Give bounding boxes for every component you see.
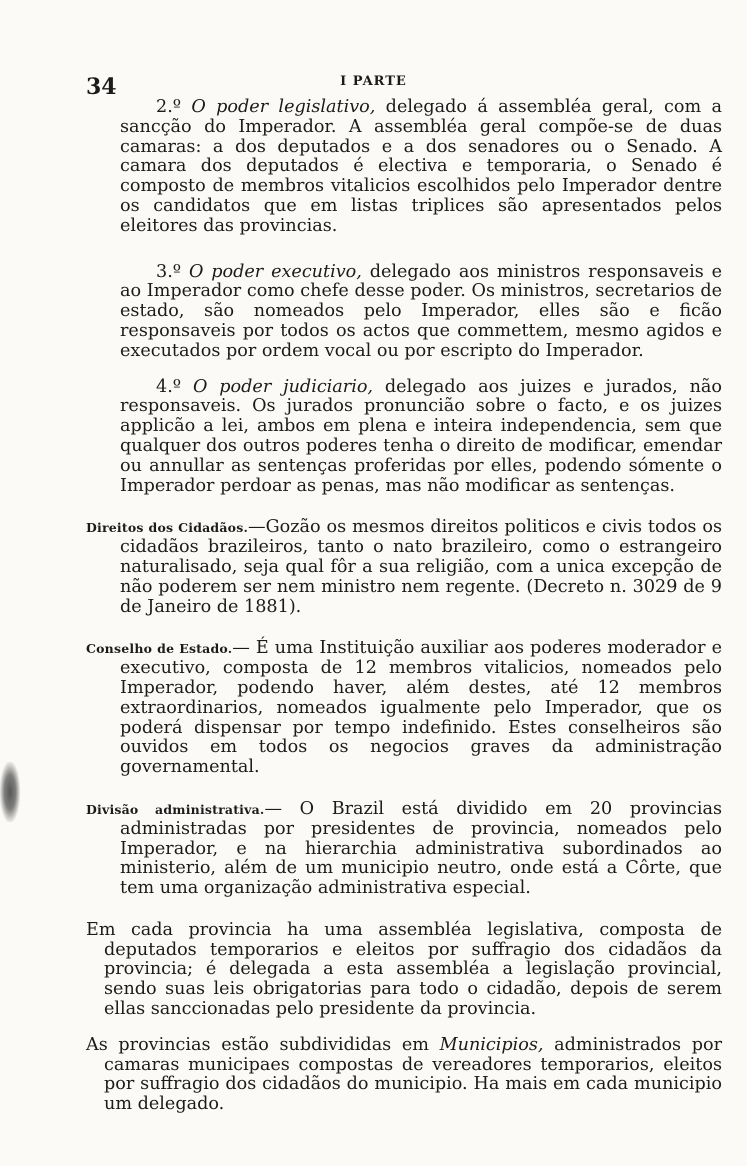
item-title: O poder judiciario, [192, 376, 374, 397]
section-text: Gozão os mesmos direitos politicos e civis todos os cidadãos brazileiros, tanto o nato brazileiro, como o estrangeiro naturalisado, seja qual fôr a sua religião, com a unica excepção de não poderem ser nem ministro nem regente. (Decreto n. 3029 de 9 de Janeiro de 1881). [120, 517, 722, 617]
page-body [86, 98, 722, 1115]
item-number: 2.º [156, 97, 182, 117]
section-label: Conselho de Estado. [86, 641, 233, 657]
item-number: 4.º [156, 376, 182, 397]
section-dash: — [232, 638, 256, 659]
item-text: delegado aos ministros responsaveis e ao Imperador como chefe desse poder. Os ministros, secretarios de estado, são nomeados pelo Imperador, elles são e ficão responsaveis por todos os actos que commettem, mesmo agidos e executados por ordem vocal ou por escripto do Imperador. [120, 261, 723, 361]
paragraph-text: administrados por camaras municipaes compostas de vereadores temporarios, eleitos por suffragio dos cidadãos do municipio. Ha mais em cada municipio um delegado. [104, 1034, 722, 1115]
margin-smudge [0, 762, 20, 822]
page-number: 34 [86, 74, 117, 100]
item-title: O poder executivo, [188, 261, 362, 282]
section-dash: — [248, 517, 266, 538]
item-legislative [120, 98, 722, 237]
paragraph-text: As provincias estão subdivididas em [86, 1034, 440, 1055]
section-label: Divisão administrativa. [86, 801, 265, 817]
paragraph-term: Municipios, [439, 1034, 544, 1055]
section-dash: — [264, 798, 300, 819]
running-head: I PARTE [340, 74, 407, 89]
item-text: delegado á assembléa geral, com a sancção do Imperador. A assembléa geral compõe-se de duas camaras: a dos deputados e a dos senadores ou o Senado. A camara dos deputados é electiva e temporaria, o Senado é composto de membros vitalicios escolhidos pelo Imperador dentre os candidatos que em listas triplices são apresentados pelos eleitores das provincias. [120, 97, 722, 236]
section-label: Direitos dos Cidadãos. [86, 520, 249, 536]
item-judiciary [120, 378, 722, 497]
section-text: É uma Instituição auxiliar aos poderes moderador e executivo, composta de 12 membros vitalicios, nomeados pelo Imperador, podendo haver, além destes, até 12 membros extraordinarios, nomeados igualmente pelo Imperador, que os poderá dispensar por tempo indefinido. Estes conselheiros são ouvidos em todos os negocios graves da administração governamental. [120, 638, 722, 778]
item-text: delegado aos juizes e jurados, não responsaveis. Os jurados pronuncião sobre o facto, e os juizes applicão a lei, ambos em plena e inteira independencia, sem que qualquer dos outros poderes tenha o direito de modificar, emendar ou annullar as sentenças proferidas por elles, podendo sómente o Imperador perdoar as penas, mas não modificar as sentenças. [120, 376, 722, 496]
paragraph-provincial-assembly: Em cada provincia ha uma assembléa legislativa, composta de deputados temporarios e eleitos por suffragio dos cidadãos da provincia; é delegada a esta assembléa a legislação provincial, sendo suas leis obrigatorias para todo o cidadão, depois de serem ellas sanccionadas pelo presidente da provincia. [86, 919, 722, 1020]
paragraph-municipios [86, 1036, 722, 1115]
item-title: O poder legislativo, [191, 97, 376, 117]
item-executive [120, 263, 722, 362]
section-administrative-division [86, 800, 722, 899]
section-text: O Brazil está dividido em 20 provincias administradas por presidentes de provincia, nomeados pelo Imperador, e na hierarchia administrativa subordinados ao ministerio, além de um municipio neutro, onde está a Côrte, que tem uma organização administrativa especial. [120, 798, 722, 899]
section-council-of-state [86, 639, 722, 778]
item-number: 3.º [156, 261, 182, 282]
section-citizen-rights [86, 518, 722, 617]
